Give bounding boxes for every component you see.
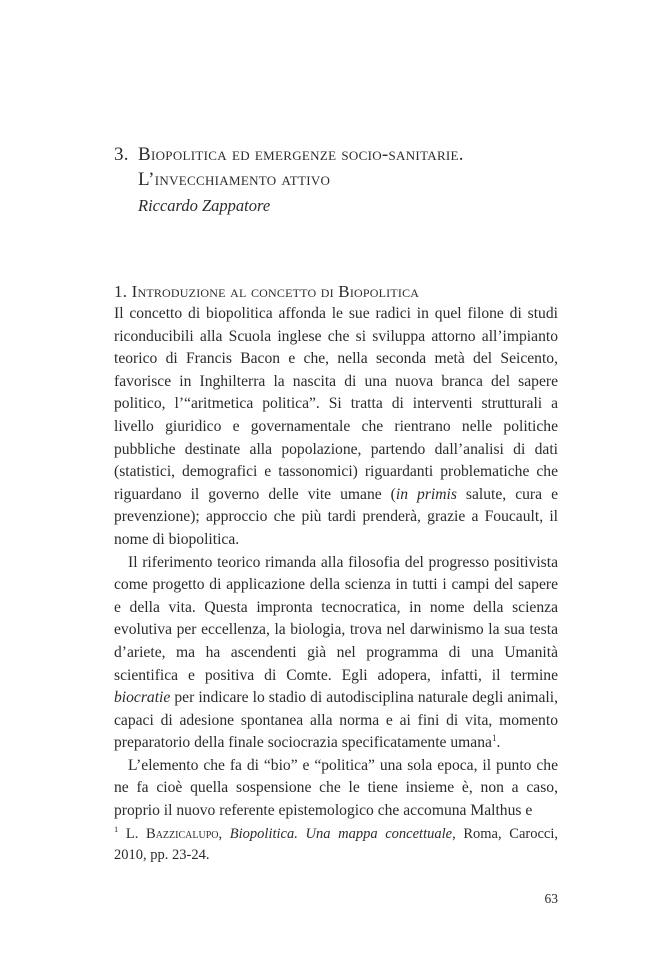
chapter-title-line1: Biopolitica ed emergenze socio-sanitarie. xyxy=(138,144,464,165)
body-text xyxy=(114,303,558,823)
paragraph-1-text-a: Il concetto di biopolitica affonda le sue radici in quel filone di studi riconducibili alla Scuola inglese che si sviluppa attorno all’impianto teorico di Francis Bacon e che, nella seconda metà del Seicento, favorisce in Inghilterra la nascita di una nuova branca del sapere politico, l’“aritmetica politica”. Si tratta di interventi strutturali a livello giuridico e governamentale che rientrano nelle politiche pubbliche destinate alla popolazione, partendo dall’analisi di dati (statistici, demografici e tassonomici) riguardanti problematiche che riguardano il governo delle vite umane ( xyxy=(114,305,558,503)
chapter-author: Riccardo Zappatore xyxy=(138,196,271,215)
paragraph-2-text-a: Il riferimento teorico rimanda alla filosofia del progresso positivista come progetto di applicazione della scienza in tutti i campi del sapere e della vita. Questa impronta tecnocratica, in nome della scienza evolutiva per eccellenza, la biologia, trova nel darwinismo la sua testa d’ariete, ma ha ascendenti già nel programma di una Umanità scientifica e positiva di Comte. Egli adopera, infatti, il termine xyxy=(114,553,558,684)
footnote-reference: 1 xyxy=(491,733,497,744)
footnote-details: , Roma, Carocci, 2010, pp. 23-24. xyxy=(114,826,558,863)
paragraph-1-text-b: salute, cura e prevenzione); approccio che più tardi prenderà, grazie a Foucault, il nome di biopolitica. xyxy=(114,485,558,548)
footnote-marker: 1 xyxy=(114,824,119,835)
section-heading: 1. Introduzione al concetto di Biopolitica xyxy=(114,282,420,301)
paragraph-3: L’elemento che fa di “bio” e “politica” una sola epoca, il punto che ne fa cioè quella sospensione che le tiene insieme è, non a caso, proprio il nuovo referente epistemologico che accomuna Malthus e xyxy=(114,756,558,820)
paragraph-2-text-c: . xyxy=(496,734,501,752)
paragraph-2-emphasis: biocratie xyxy=(114,689,171,707)
paragraph-2 xyxy=(114,552,558,755)
paragraph-2-text-b: per indicare lo stadio di autodisciplina naturale degli animali, capaci di adesione spontanea alla norma e ai fini di vita, momento preparatorio della finale sociocrazia specificatamente umana xyxy=(114,689,558,752)
footnote-author: L. Bazzicalupo xyxy=(125,826,219,842)
chapter-heading xyxy=(114,142,574,192)
footnote-title: Biopolitica. Una mappa concettuale xyxy=(229,826,453,842)
page-number: 63 xyxy=(544,891,558,906)
paragraph-1 xyxy=(114,303,558,552)
paragraph-1-emphasis: in primis xyxy=(395,485,457,503)
chapter-number: 3. xyxy=(114,144,129,165)
footnote-separator: , xyxy=(218,826,230,842)
chapter-title-line2: L’invecchiamento attivo xyxy=(138,169,331,190)
footnote xyxy=(114,824,558,866)
